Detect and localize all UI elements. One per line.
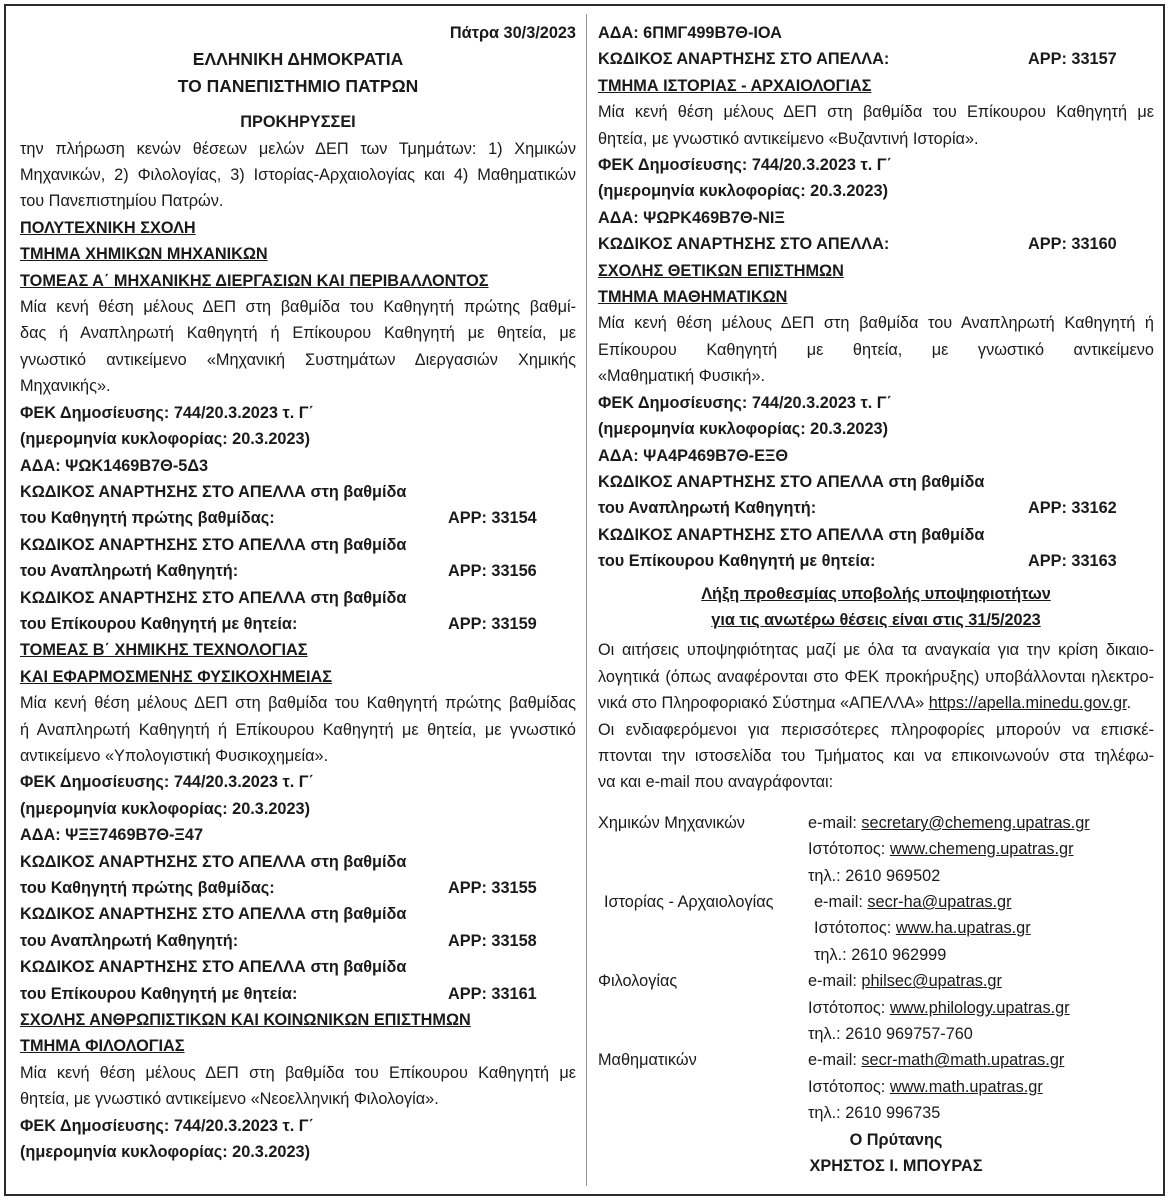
applications-text-line: Οι αιτήσεις υποψηφιότητας μαζί με όλα τα αναγκαία για την κρίση δικαιο-	[598, 641, 1154, 660]
fek-line: ΦΕΚ Δημοσίευσης: 744/20.3.2023 τ. Γ΄	[598, 393, 892, 412]
department-heading: ΤΜΗΜΑ ΧΗΜΙΚΩΝ ΜΗΧΑΝΙΚΩΝ	[20, 245, 268, 264]
apella-code-label: ΚΩΔΙΚΟΣ ΑΝΑΡΤΗΣΗΣ ΣΤΟ ΑΠΕΛΛΑ:	[598, 235, 890, 254]
contact-department: Ιστορίας - Αρχαιολογίας	[604, 893, 774, 911]
website-link[interactable]: www.chemeng.upatras.gr	[889, 840, 1074, 859]
email-label: e-mail:	[808, 972, 862, 991]
school-heading: ΠΟΛΥΤΕΧΝΙΚΗ ΣΧΟΛΗ	[20, 218, 196, 237]
phone-line: τηλ.: 2610 962999	[814, 945, 947, 964]
email-link[interactable]: secr-math@math.upatras.gr	[861, 1051, 1065, 1070]
contact-entry	[598, 889, 1154, 968]
apella-code-value: APP: 33162	[1028, 499, 1117, 518]
position-text-line: «Μαθηματική Φυσική».	[598, 367, 766, 386]
applications-text-line	[598, 690, 1154, 716]
position-text-line: Μία κενή θέση μέλους ΔΕΠ στη βαθμίδα του Επίκουρου Καθηγητή με	[20, 1063, 576, 1082]
ada-line: ΑΔΑ: 6ΠΜΓ499Β7Θ-ΙΟΑ	[598, 24, 782, 42]
apella-code-value: APP: 33155	[448, 879, 537, 897]
header-republic: ΕΛΛΗΝΙΚΗ ΔΗΜΟΚΡΑΤΙΑ	[192, 49, 404, 70]
apella-code-label: ΚΩΔΙΚΟΣ ΑΝΑΡΤΗΣΗΣ ΣΤΟ ΑΠΕΛΛΑ στη βαθμίδα	[20, 588, 407, 607]
apella-code-label: ΚΩΔΙΚΟΣ ΑΝΑΡΤΗΣΗΣ ΣΤΟ ΑΠΕΛΛΑ στη βαθμίδα	[20, 905, 407, 924]
apella-code-row	[20, 981, 576, 1007]
contact-block	[598, 810, 1154, 1127]
position-text-line: ή Αναπληρωτή Καθηγητή ή Επίκουρου Καθηγητή με θητεία, με γνωστικό	[20, 720, 576, 739]
email-label: e-mail:	[808, 1051, 862, 1070]
apella-code-value: APP: 33154	[448, 509, 537, 528]
department-heading: ΤΜΗΜΑ ΙΣΤΟΡΙΑΣ - ΑΡΧΑΙΟΛΟΓΙΑΣ	[598, 76, 872, 95]
circulation-line: (ημερομηνία κυκλοφορίας: 20.3.2023)	[598, 420, 888, 439]
apella-code-row	[20, 611, 576, 637]
position-text-line: θητεία, με γνωστικό αντικείμενο «Νεοελληνική Φιλολογία».	[20, 1090, 439, 1109]
position-text-line: δας ή Αναπληρωτή Καθηγητή ή Επίκουρου Καθηγητή με θητεία, με	[20, 324, 576, 343]
position-text-line: Μηχανικής».	[20, 377, 111, 396]
apella-code-label: ΚΩΔΙΚΟΣ ΑΝΑΡΤΗΣΗΣ ΣΤΟ ΑΠΕΛΛΑ στη βαθμίδα	[20, 958, 407, 977]
contact-entry	[598, 968, 1154, 1047]
email-label: e-mail:	[814, 893, 868, 911]
apella-code-label: ΚΩΔΙΚΟΣ ΑΝΑΡΤΗΣΗΣ ΣΤΟ ΑΠΕΛΛΑ στη βαθμίδα	[598, 525, 985, 544]
website-link[interactable]: www.philology.upatras.gr	[889, 998, 1070, 1017]
contact-department: Μαθηματικών	[598, 1051, 697, 1070]
website-label: Ιστότοπος:	[808, 1077, 890, 1096]
info-text-line: πτονται την ιστοσελίδα του Τμήματος και να επικοινωνούν στα τηλέφω-	[598, 746, 1154, 765]
left-column	[20, 20, 576, 1165]
position-text-line: Μία κενή θέση μέλους ΔΕΠ στη βαθμίδα του Αναπληρωτή Καθηγητή ή	[598, 314, 1154, 333]
info-text-line: να και e-mail που αναγράφονται:	[598, 773, 834, 792]
website-link[interactable]: www.math.upatras.gr	[889, 1077, 1043, 1096]
email-link[interactable]: philsec@upatras.gr	[861, 972, 1002, 991]
ada-line: ΑΔΑ: ΨΩΚ1469Β7Θ-5Δ3	[20, 456, 209, 475]
contact-department: Χημικών Μηχανικών	[598, 813, 745, 832]
email-link[interactable]: secr-ha@upatras.gr	[867, 893, 1012, 911]
phone-line: τηλ.: 2610 969502	[808, 866, 941, 885]
applications-text-line: λογητικά (όπως αναφέρονται στο ΦΕΚ προκήρυξης) υποβάλλονται ηλεκτρο-	[598, 667, 1154, 686]
apella-code-rank: του Καθηγητή πρώτης βαθμίδας:	[20, 509, 275, 528]
apella-code-row	[598, 231, 1154, 257]
intro-line: την πλήρωση κενών θέσεων μελών ΔΕΠ των Τμημάτων: 1) Χημικών	[20, 139, 576, 158]
apella-code-rank: του Αναπληρωτή Καθηγητή:	[20, 562, 239, 581]
apella-code-value: APP: 33156	[448, 562, 537, 581]
apella-code-row	[598, 548, 1154, 574]
rector-name: ΧΡΗΣΤΟΣ Ι. ΜΠΟΥΡΑΣ	[809, 1157, 983, 1176]
apella-code-value: APP: 33163	[1028, 552, 1117, 571]
apella-code-rank: του Αναπληρωτή Καθηγητή:	[20, 931, 239, 950]
info-text-line: Οι ενδιαφερόμενοι για περισσότερες πληροφορίες μπορούν να επισκέ-	[598, 720, 1154, 739]
apella-code-rank: του Επίκουρου Καθηγητή με θητεία:	[20, 614, 298, 633]
apella-code-rank: του Επίκουρου Καθηγητή με θητεία:	[20, 984, 298, 1003]
contact-department: Φιλολογίας	[598, 972, 678, 991]
department-heading: ΤΜΗΜΑ ΦΙΛΟΛΟΓΙΑΣ	[20, 1037, 185, 1056]
position-text-line: αντικείμενο «Υπολογιστική Φυσικοχημεία».	[20, 746, 329, 765]
contact-entry	[598, 810, 1154, 889]
circulation-line: (ημερομηνία κυκλοφορίας: 20.3.2023)	[598, 182, 888, 201]
applications-text-suffix: .	[1126, 694, 1132, 713]
circulation-line: (ημερομηνία κυκλοφορίας: 20.3.2023)	[20, 1143, 310, 1162]
apella-link[interactable]: https://apella.minedu.gov.gr	[928, 694, 1127, 713]
website-label: Ιστότοπος:	[808, 840, 890, 859]
ada-line: ΑΔΑ: ΨΩΡΚ469Β7Θ-ΝΙΞ	[598, 208, 785, 227]
apella-code-row	[20, 558, 576, 584]
phone-line: τηλ.: 2610 996735	[808, 1104, 941, 1123]
circulation-line: (ημερομηνία κυκλοφορίας: 20.3.2023)	[20, 430, 310, 449]
email-link[interactable]: secretary@chemeng.upatras.gr	[861, 813, 1090, 832]
apella-code-row	[20, 875, 576, 901]
website-label: Ιστότοπος:	[814, 919, 896, 938]
contact-entry	[598, 1047, 1154, 1126]
sector-heading: ΤΟΜΕΑΣ Α΄ ΜΗΧΑΝΙΚΗΣ ΔΙΕΡΓΑΣΙΩΝ ΚΑΙ ΠΕΡΙΒΑΛΛΟΝΤΟΣ	[20, 271, 489, 290]
website-link[interactable]: www.ha.upatras.gr	[895, 919, 1031, 938]
rector-title: Ο Πρύτανης	[849, 1130, 943, 1149]
date-line: Πάτρα 30/3/2023	[449, 24, 576, 42]
sector-heading: ΚΑΙ ΕΦΑΡΜΟΣΜΕΝΗΣ ΦΥΣΙΚΟΧΗΜΕΙΑΣ	[20, 667, 333, 686]
circulation-line: (ημερομηνία κυκλοφορίας: 20.3.2023)	[20, 799, 310, 818]
email-label: e-mail:	[808, 813, 862, 832]
announcement-page	[4, 4, 1165, 1196]
intro-line: Μηχανικών, 2) Φιλολογίας, 3) Ιστορίας-Αρχαιολογίας και 4) Μαθηματικών	[20, 166, 576, 185]
position-text-line: Μία κενή θέση μέλους ΔΕΠ στη βαθμίδα του Επίκουρου Καθηγητή με	[598, 103, 1154, 122]
right-column	[598, 20, 1154, 1179]
phone-line: τηλ.: 2610 969757-760	[808, 1025, 973, 1044]
apella-code-label: ΚΩΔΙΚΟΣ ΑΝΑΡΤΗΣΗΣ ΣΤΟ ΑΠΕΛΛΑ στη βαθμίδα	[20, 535, 407, 554]
position-text-line: Μία κενή θέση μέλους ΔΕΠ στη βαθμίδα του Καθηγητή πρώτης βαθμίδας	[20, 694, 576, 713]
fek-line: ΦΕΚ Δημοσίευσης: 744/20.3.2023 τ. Γ΄	[20, 403, 314, 422]
ada-line: ΑΔΑ: ΨΑ4Ρ469Β7Θ-ΕΞΘ	[598, 446, 789, 465]
school-heading: ΣΧΟΛΗΣ ΑΝΘΡΩΠΙΣΤΙΚΩΝ ΚΑΙ ΚΟΙΝΩΝΙΚΩΝ ΕΠΙΣΤΗΜΩΝ	[20, 1011, 471, 1030]
apella-code-row	[598, 495, 1154, 521]
apella-code-value: APP: 33160	[1028, 235, 1117, 254]
position-text-line: Επίκουρου Καθηγητή με θητεία, με γνωστικό αντικείμενο	[598, 340, 1154, 359]
apella-code-row	[20, 505, 576, 531]
proclaims-heading: ΠΡΟΚΗΡΥΣΣΕΙ	[240, 113, 356, 132]
apella-code-rank: του Αναπληρωτή Καθηγητή:	[598, 499, 817, 518]
deadline-heading: για τις ανωτέρω θέσεις είναι στις 31/5/2023	[711, 610, 1041, 629]
apella-code-row	[20, 928, 576, 954]
apella-code-label: ΚΩΔΙΚΟΣ ΑΝΑΡΤΗΣΗΣ ΣΤΟ ΑΠΕΛΛΑ στη βαθμίδα	[20, 482, 407, 501]
apella-code-value: APP: 33158	[448, 931, 537, 950]
position-text-line: Μία κενή θέση μέλους ΔΕΠ στη βαθμίδα του Καθηγητή πρώτης βαθμί-	[20, 298, 576, 317]
apella-code-rank: του Καθηγητή πρώτης βαθμίδας:	[20, 879, 275, 897]
apella-code-label: ΚΩΔΙΚΟΣ ΑΝΑΡΤΗΣΗΣ ΣΤΟ ΑΠΕΛΛΑ:	[598, 50, 890, 69]
fek-line: ΦΕΚ Δημοσίευσης: 744/20.3.2023 τ. Γ΄	[598, 156, 892, 175]
position-text-line: θητεία, με γνωστικό αντικείμενο «Βυζαντινή Ιστορία».	[598, 129, 979, 148]
apella-code-value: APP: 33157	[1028, 50, 1117, 69]
column-divider	[586, 14, 587, 1186]
ada-line: ΑΔΑ: ΨΞΞ7469Β7Θ-Ξ47	[20, 826, 203, 845]
website-label: Ιστότοπος:	[808, 998, 890, 1017]
fek-line: ΦΕΚ Δημοσίευσης: 744/20.3.2023 τ. Γ΄	[20, 1116, 314, 1135]
apella-code-value: APP: 33161	[448, 984, 537, 1003]
apella-code-label: ΚΩΔΙΚΟΣ ΑΝΑΡΤΗΣΗΣ ΣΤΟ ΑΠΕΛΛΑ στη βαθμίδα	[20, 852, 407, 871]
department-heading: ΤΜΗΜΑ ΜΑΘΗΜΑΤΙΚΩΝ	[598, 288, 788, 307]
position-text-line: γνωστικό αντικείμενο «Μηχανική Συστημάτων Διεργασιών Χημικής	[20, 350, 576, 369]
deadline-heading: Λήξη προθεσμίας υποβολής υποψηφιοτήτων	[701, 584, 1051, 603]
fek-line: ΦΕΚ Δημοσίευσης: 744/20.3.2023 τ. Γ΄	[20, 773, 314, 792]
apella-code-rank: του Επίκουρου Καθηγητή με θητεία:	[598, 552, 876, 571]
sector-heading: ΤΟΜΕΑΣ Β΄ ΧΗΜΙΚΗΣ ΤΕΧΝΟΛΟΓΙΑΣ	[20, 641, 308, 660]
apella-code-row	[598, 46, 1154, 72]
header-university: ΤΟ ΠΑΝΕΠΙΣΤΗΜΙΟ ΠΑΤΡΩΝ	[177, 75, 419, 96]
apella-code-value: APP: 33159	[448, 614, 537, 633]
school-heading: ΣΧΟΛΗΣ ΘΕΤΙΚΩΝ ΕΠΙΣΤΗΜΩΝ	[598, 261, 844, 280]
apella-code-label: ΚΩΔΙΚΟΣ ΑΝΑΡΤΗΣΗΣ ΣΤΟ ΑΠΕΛΛΑ στη βαθμίδα	[598, 472, 985, 491]
applications-text-prefix: νικά στο Πληροφοριακό Σύστημα «ΑΠΕΛΛΑ»	[598, 694, 929, 713]
intro-line: του Πανεπιστημίου Πατρών.	[20, 192, 224, 211]
